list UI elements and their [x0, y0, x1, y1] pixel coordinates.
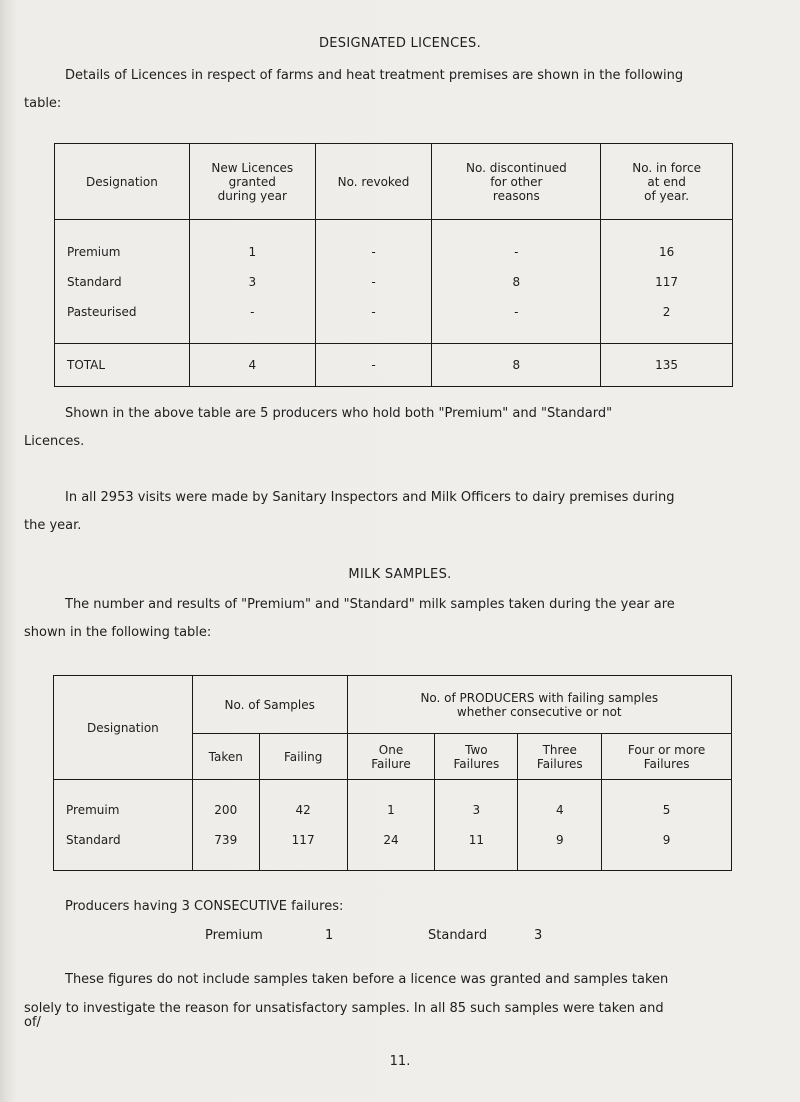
- exclusions-paragraph-line1: These figures do not include samples taken before a licence was granted and samples taken: [65, 972, 669, 987]
- col-header-designation: Designation: [54, 676, 193, 780]
- col-header-three-failures: Three Failures: [518, 734, 602, 780]
- designation-column: [54, 780, 193, 871]
- consecutive-standard-label: Standard: [428, 928, 488, 943]
- col-header-discontinued: No. discontinued for other reasons: [432, 144, 601, 220]
- table-cell: 3: [248, 274, 257, 289]
- table-cell: 1: [248, 244, 257, 259]
- total-discontinued: 8: [432, 344, 601, 387]
- four-or-more-failures-column: [602, 780, 732, 871]
- table-cell: 24: [383, 833, 399, 847]
- samples-paragraph-line2: shown in the following table:: [24, 625, 212, 640]
- page-number: 11.: [389, 1054, 411, 1069]
- table-cell: 2: [662, 304, 671, 319]
- producers-paragraph-line1: Shown in the above table are 5 producers who hold both "Premium" and "Standard": [65, 406, 613, 421]
- table-cell: 16: [658, 244, 675, 259]
- two-failures-column: [435, 780, 518, 871]
- table-cell: Pasteurised: [67, 304, 137, 319]
- one-failure-column: [347, 780, 435, 871]
- three-failures-column: [518, 780, 602, 871]
- col-header-four-or-more-failures: Four or more Failures: [602, 734, 732, 780]
- col-header-two-failures: Two Failures: [435, 734, 518, 780]
- taken-column: [192, 780, 259, 871]
- table-cell: 8: [512, 274, 521, 289]
- consecutive-premium-label: Premium: [205, 928, 263, 943]
- revoked-column: [315, 220, 432, 344]
- table-cell: -: [250, 304, 255, 319]
- table-cell: 1: [387, 803, 395, 817]
- col-header-failing: Failing: [259, 734, 347, 780]
- consecutive-premium-value: 1: [325, 928, 334, 943]
- table-cell: 5: [662, 803, 671, 817]
- table-cell: -: [514, 304, 519, 319]
- visits-paragraph-line2: the year.: [24, 518, 82, 533]
- table-cell: Standard: [67, 274, 122, 289]
- visits-paragraph-line1: In all 2953 visits were made by Sanitary Inspectors and Milk Officers to dairy premises during: [65, 490, 675, 505]
- col-header-taken: Taken: [192, 734, 259, 780]
- table-cell: 200: [214, 803, 238, 817]
- licences-table-header-row: [55, 144, 733, 220]
- col-header-in-force: No. in force at end of year.: [601, 144, 733, 220]
- table-cell: -: [371, 244, 376, 259]
- table-cell: 117: [291, 833, 315, 847]
- intro-paragraph-line1: Details of Licences in respect of farms and heat treatment premises are shown in the following: [65, 68, 684, 83]
- intro-paragraph-line2: table:: [24, 96, 62, 111]
- total-revoked: -: [315, 344, 432, 387]
- table-cell: -: [514, 244, 519, 259]
- consecutive-failures-label: Producers having 3 CONSECUTIVE failures:: [65, 899, 344, 914]
- col-header-producers-failing: No. of PRODUCERS with failing samples whether consecutive or not: [347, 676, 731, 734]
- table-cell: -: [371, 304, 376, 319]
- licences-table-body-row: [55, 220, 733, 344]
- licences-table: [54, 143, 733, 387]
- milk-samples-table: [53, 675, 732, 871]
- samples-header-row-1: [54, 676, 732, 734]
- table-cell: 11: [468, 833, 484, 847]
- samples-body-row: [54, 780, 732, 871]
- table-cell: 117: [655, 274, 679, 289]
- table-cell: 9: [555, 833, 564, 847]
- table-cell: -: [371, 274, 376, 289]
- failing-column: [259, 780, 347, 871]
- col-header-revoked: No. revoked: [315, 144, 432, 220]
- designation-column: [55, 220, 190, 344]
- table-cell: 739: [214, 833, 238, 847]
- table-cell: 4: [555, 803, 564, 817]
- total-label: TOTAL: [55, 344, 190, 387]
- producers-paragraph-line2: Licences.: [24, 434, 85, 449]
- col-header-new-licences: New Licences granted during year: [189, 144, 315, 220]
- total-new: 4: [189, 344, 315, 387]
- milk-samples-heading: MILK SAMPLES.: [348, 567, 452, 582]
- col-header-designation: Designation: [55, 144, 190, 220]
- designated-licences-heading: DESIGNATED LICENCES.: [318, 36, 482, 51]
- table-cell: 3: [472, 803, 481, 817]
- samples-paragraph-line1: The number and results of "Premium" and "Standard" milk samples taken during the year are: [65, 597, 675, 612]
- exclusions-paragraph-line2: solely to investigate the reason for unsatisfactory samples. In all 85 such samples were taken and: [24, 1001, 664, 1016]
- licences-total-row: [55, 344, 733, 387]
- discontinued-column: [432, 220, 601, 344]
- col-header-one-failure: One Failure: [347, 734, 435, 780]
- consecutive-standard-value: 3: [534, 928, 543, 943]
- total-in-force: 135: [601, 344, 733, 387]
- exclusions-paragraph-line3: of/: [24, 1015, 41, 1030]
- table-cell: Standard: [66, 833, 121, 847]
- table-cell: 42: [295, 803, 311, 817]
- col-header-no-of-samples: No. of Samples: [192, 676, 347, 734]
- in-force-column: [601, 220, 733, 344]
- table-cell: Premuim: [66, 803, 120, 817]
- new-licences-column: [189, 220, 315, 344]
- table-cell: Premium: [67, 244, 121, 259]
- table-cell: 9: [662, 833, 671, 847]
